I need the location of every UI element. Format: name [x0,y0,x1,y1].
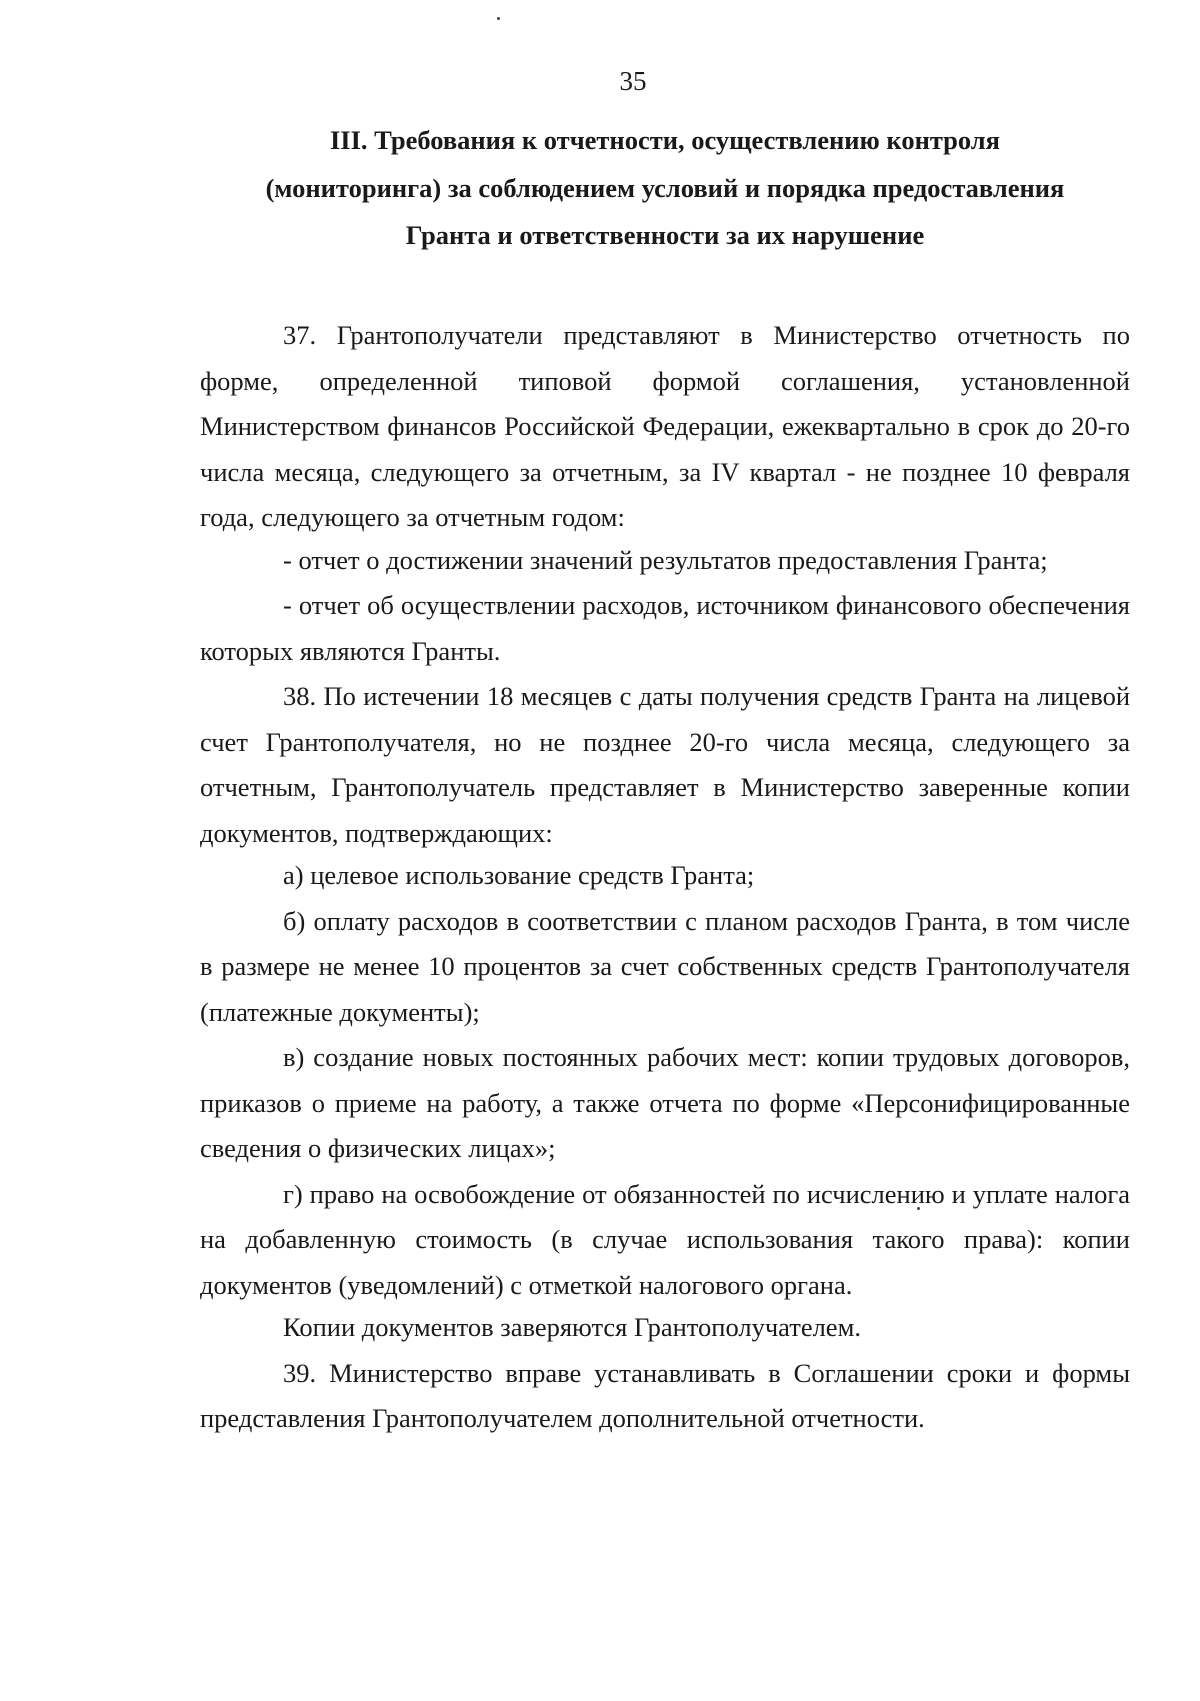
list-item-v: в) создание новых постоянных рабочих мест: копии трудовых договоров, приказов о приеме на работу, а также отчета по форме «Персонифицированные сведения о физических лицах»; [200,1042,1130,1163]
list-item: - отчет о достижении значений результатов предоставления Гранта; [283,544,1048,575]
list-item-b: б) оплату расходов в соответствии с планом расходов Гранта, в том числе в размере не менее 10 процентов за счет собственных средств Грантополучателя (платежные документы); [200,905,1130,1027]
paragraph-38: 38. По истечении 18 месяцев с даты получения средств Гранта на лицевой счет Грантополучателя, но не позднее 20-го числа месяца, следующего за отчетным, Грантополучатель представляет в Министерство заверенные копии документов, подтверждающих: [200,681,1130,848]
section-title-line: (мониторинга) за соблюдением условий и порядка предоставления [265,172,1065,203]
scan-speck [497,17,500,20]
paragraph-39: 39. Министерство вправе устанавливать в Соглашении сроки и формы представления Грантополучателем дополнительной отчетности. [200,1357,1130,1433]
list-item-g: г) право на освобождение от обязанностей по исчислению и уплате налога на добавленную стоимость (в случае использования такого права): копии документов (уведомлений) с отметкой налогового органа. [200,1178,1130,1300]
page-number: 35 [619,66,647,96]
list-item: - отчет об осуществлении расходов, источником финансового обеспечения которых являются Гранты. [200,590,1130,666]
document-body [200,313,1130,1442]
paragraph-37: 37. Грантополучатели представляют в Министерство отчетность по форме, определенной типовой формой соглашения, установленной Министерством финансов Российской Федерации, ежеквартально в срок до 20-го числа месяца, следующего за отчетным, за IV квартал - не позднее 10 февраля года, следующего за отчетным годом: [200,320,1130,532]
paragraph-copies: Копии документов заверяются Грантополучателем. [283,1312,861,1342]
section-title [200,117,1130,260]
section-title-line: III. Требования к отчетности, осуществлению контроля [329,125,1001,155]
section-title-line: Гранта и ответственности за их нарушение [405,220,925,250]
list-item-a: а) целевое использование средств Гранта; [283,860,755,890]
